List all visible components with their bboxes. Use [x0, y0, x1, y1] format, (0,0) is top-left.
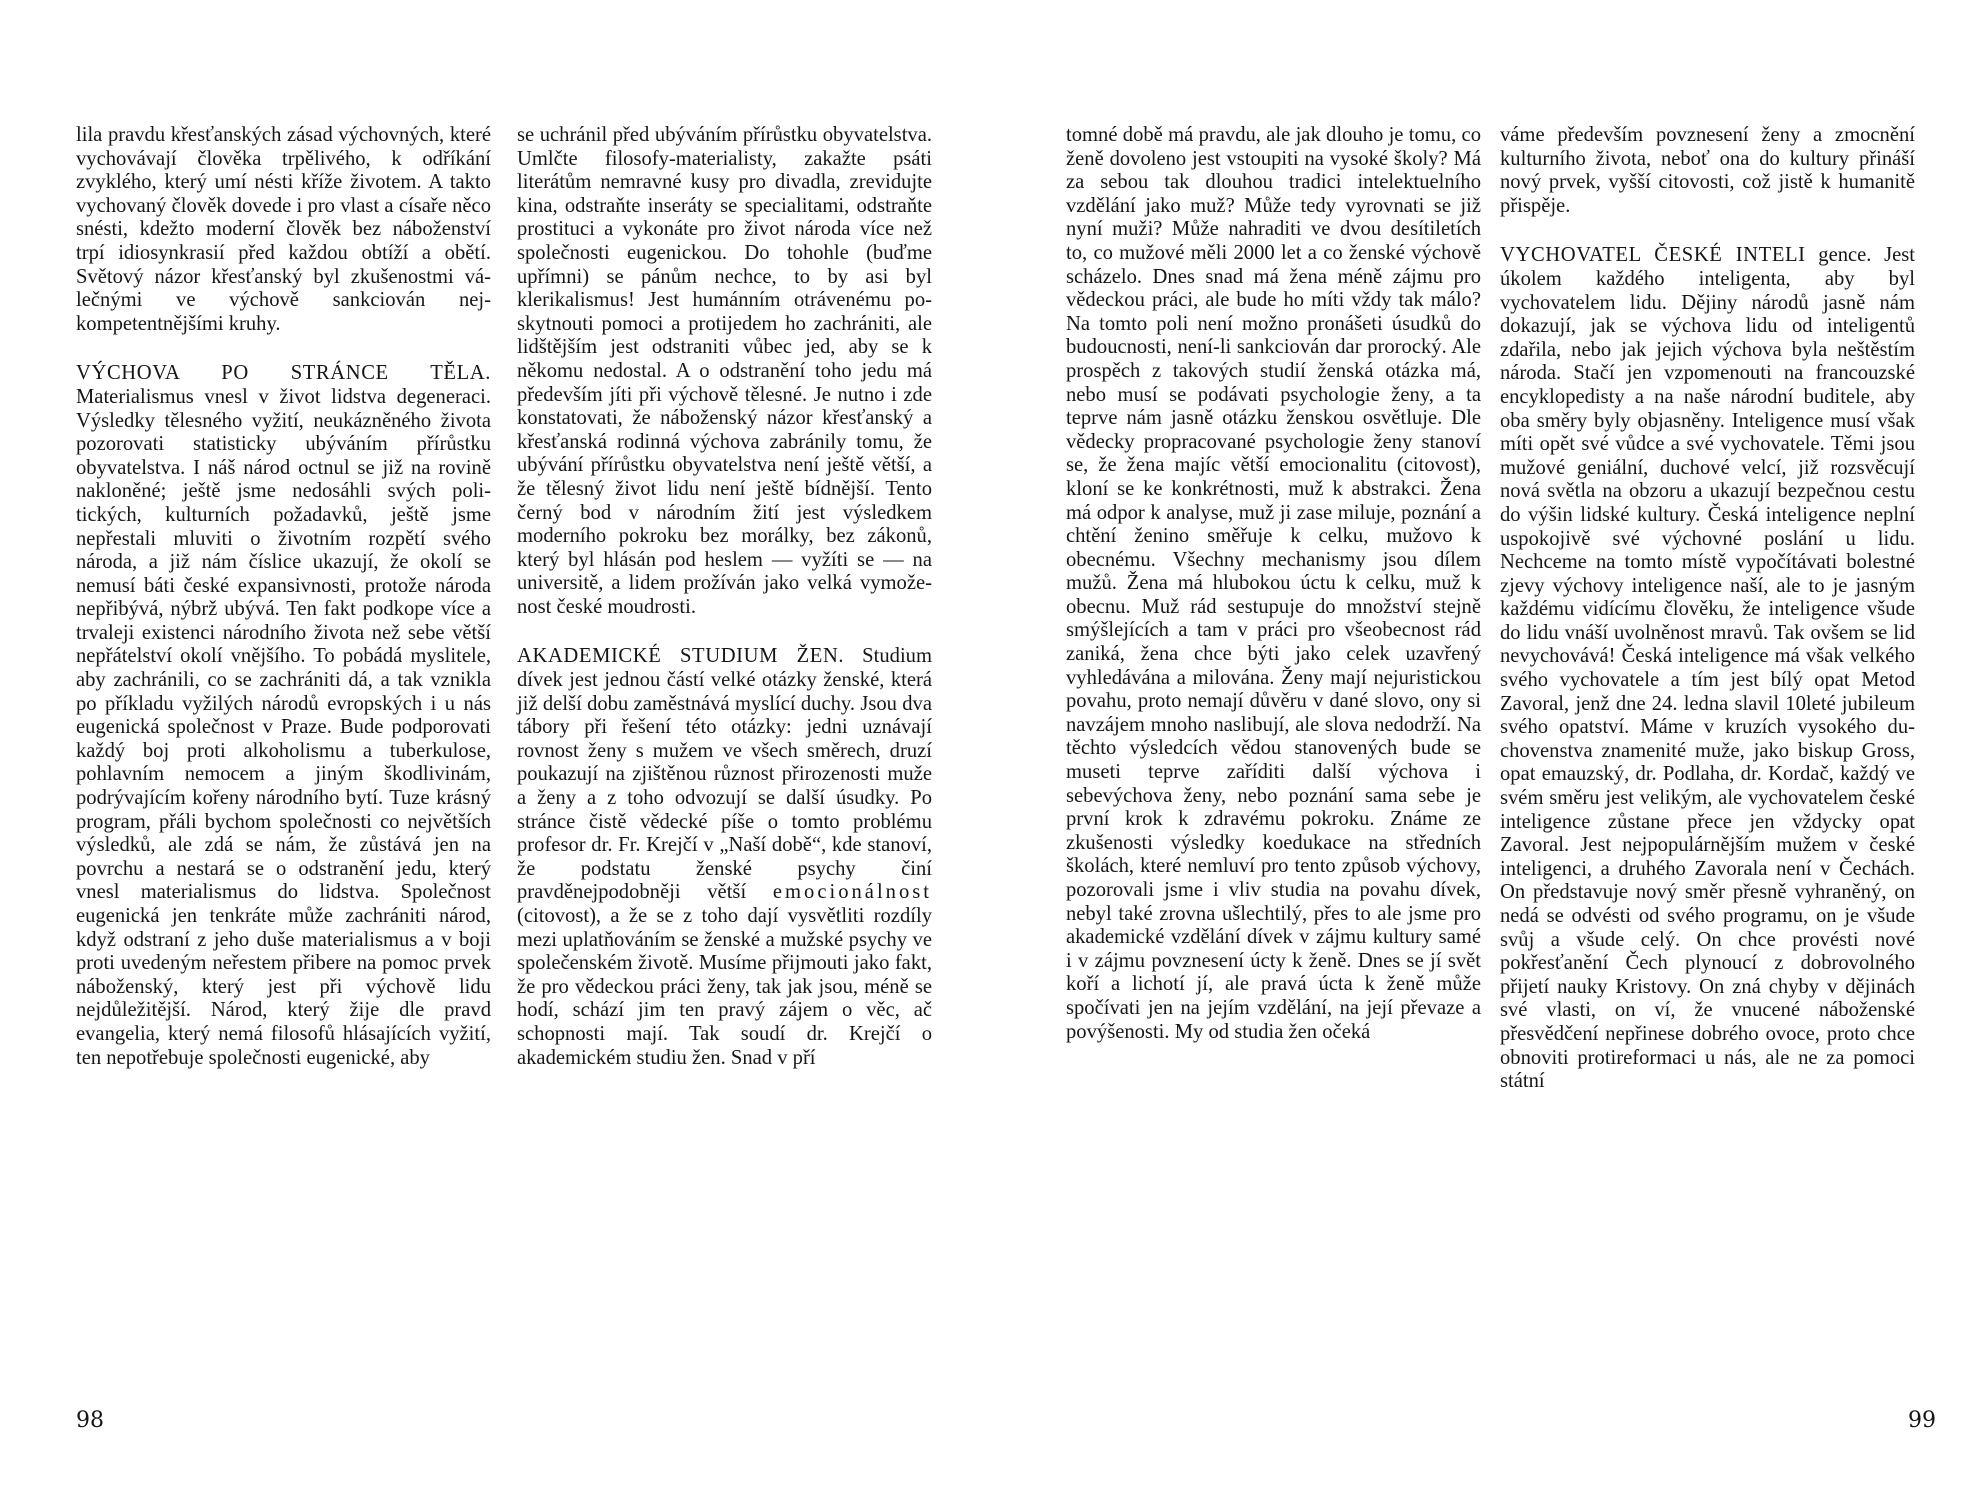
left-page-column-1 [76, 124, 491, 1070]
paragraph-text: Studium dívek jest jednou částí velké otázky ženské, která již delší dobu zaměstnává myslící duchy. Jsou dva tábory při řešení této otázky: jedni uznávají rovnost ženy s mužem ve všech směrech, druzí poukazují na zjištěnou různost přirozenosti muže a ženy a z toho odvozují se další úsudky. Po stránce čistě vědecké píše o tomto problému profesor dr. Fr. Krejčí v „Naší době“, kde stanoví, že podstatu ženské psychy činí pravděnejpodobněji větší [517, 645, 932, 904]
paragraph: tomné době má pravdu, ale jak dlouho je tomu, co ženě dovoleno jest vstoupiti na vysoké školy? Má za sebou tak dlouhou tradici intelektuelního vzdělání jako muž? Může tedy vyrovnati se již nyní muži? Může nahraditi ve dvou desítiletích to, co mužové měli 2000 let a co ženské výchově scházelo. Dnes snad má žena méně zájmu pro vědeckou práci, ale bude ho míti vždy tak málo? Na tomto poli není možno pronášeti úsudků do budoucnosti, není-li sankciován dar prorocký. Ale prospěch z takových studií ženská otázka má, nebo musí se podávati psychologie ženy, a ta teprve nám jasně otázku ženskou osvětluje. Dle vědecky propracované psychologie ženy stanoví se, že žena majíc větší emocionalitu (citovost), kloní se ke konkrétnosti, muž k abstrakci. Žena má odpor k analyse, muž ji zase miluje, poznání a chtění ženino směřuje k celku, mužovo k obecnému. Všechny mechanismy jsou dílem mužů. Žena má hlubokou úctu k celku, muž k obecnu. Muž rád sestupuje do množství stejně smýšlejících a tam v práci pro všeobecnost rád zaniká, žena chce býti jako celek uzavřený vyhledávána a milována. Ženy mají nejuristickou povahu, proto nemají důvěru v dané slovo, ony si navzájem mnoho naslibují, ale slova nedodrží. Na těchto výsledcích vědou stanovených bude se museti teprve zaříditi další výchova i sebevýchova ženy, nebo poznání sama sebe je první krok k zdravému pokroku. Známe ze zkušenosti výsledky koedukace na středních školách, které nemluví pro tento způsob výchovy, pozorovali jsme i vliv studia na povahu dívek, nebyl také zrovna ušlechtilý, přes to ale jsme pro akademické vzdělání dívek v zájmu kultury samé i v zájmu povznesení úcty k ženě. Dnes se jí svět koří a lichotí jí, ale pravá úcta k ženě může spočívati jen na jejím vzdělání, na její převaze a povýšenosti. My od studia žen očeká [1066, 124, 1481, 1043]
section-heading: VÝCHOVA PO STRÁNCE TĚLA. [76, 362, 491, 385]
page-number: 99 [1908, 1408, 1936, 1433]
page-number: 98 [76, 1408, 104, 1433]
section-paragraph-vychovatel-ceske-inteligence [1500, 244, 1915, 1093]
right-page-column-2 [1500, 124, 1915, 1094]
paragraph: lila pravdu křesťanských zásad výchovných, které vychovávají člověka trpělivého, k odříkání zvyklého, který umí nésti kříže životem. A takto vychovaný člověk dovede i pro vlast a císaře něco snésti, kdežto moderní člověk bez náboženství trpí idiosynkrasií před každou obtíží a obětí. Světový názor křesťanský byl zkušenostmi válečnými ve výchově sankciován nejkompetentnějšími kruhy. [76, 124, 491, 335]
paragraph-text: gence. Jest úkolem každého inteligenta, aby byl vychovatelem lidu. Dějiny národů jasně nám dokazují, jak se výchova lidu od inteligentů zdařila, nebo jak jejich výchova byla neštěstím národa. Stačí jen vzpomenouti na francouzské encyklopedisty a na naše národní buditele, aby oba směry byly objasněny. Inteligence musí však míti opět své vůdce a své vychovatele. Těmi jsou mužové geniální, duchové velcí, již rozsvěcují nová světla na obzoru a ukazují bezpečnou cestu do výšin lidské kultury. Česká inteligence neplní uspokojivě své výchovné poslání u lidu. Nechceme na tomto místě vypočítávati bolestné zjevy výchovy inteligence naší, ale to je jasným každému vidícímu člověku, že inteligence všude do lidu vnáší uvolněnost mravů. Tak ovšem se lid nevychovává! Česká inteligence má však velkého svého vychovatele a tím jest bílý opat Metod Zavoral, jenž dne 24. ledna slavil 10leté jubileum svého opatství. Máme v kruzích vysokého duchovenstva znamenité muže, jako biskup Gross, opat emauzský, dr. Podlaha, dr. Kordač, každý ve svém směru jest velikým, ale vychovatelem české inteligence zůstane přece jen vždycky opat Zavoral. Jest nejpopulárnějším mužem v české inteligenci, a druhého Zavorala není v Čechách. On představuje nový směr přesně vyhraněný, on nedá se odvésti od svého programu, on je všude svůj a všude celý. On chce provésti nové pokřesťanění Čech plynoucí z dobrovolného přijetí nauky Kristovy. On zná chyby v dějinách své vlasti, on ví, že vnucené náboženské přesvědčení nepřinese dobrého ovoce, proto chce obnoviti protireformaci u nás, ale ne za pomoci státní [1500, 244, 1915, 1093]
section-paragraph-akademicke-studium-zen [517, 645, 932, 1070]
paragraph: váme především povznesení ženy a zmocnění kulturního života, neboť ona do kultury přináší nový prvek, vyšší citovosti, což jistě k humanitě přispěje. [1500, 124, 1915, 217]
spaced-emphasis-word: emocionálnost [772, 881, 932, 904]
paragraph-text: Materialismus vnesl v život lidstva degeneraci. Výsledky tělesného vyžití, neukázněného života pozorovati statisticky ubýváním přírůstku obyvatelstva. I náš národ octnul se již na rovině nakloněné; ještě jsme nedosáhli svých politických, kulturních požadavků, ještě jsme nepřestali mluviti o životním rozpětí svého národa, a již nám číslice ukazují, že okolí se nemusí báti české expansivnosti, protože národa nepřibývá, nýbrž ubývá. Ten fakt podkope více a trvaleji existenci národního života než sebe větší nepřátelství okolí vnějšího. To pobádá myslitele, aby zachránili, co se zachrániti dá, a tak vznikla po příkladu vyžilých národů evropských i u nás eugenická společnost v Praze. Bude podporovati každý boj proti alkoholismu a tuberkulose, pohlavním nemocem a jiným škodlivinám, podrývajícím kořeny národního bytí. Tuze krásný program, přáli bychom společnosti co největších výsledků, ale zdá se nám, že zůstává jen na povrchu a nestará se o odstranění jedu, který vnesl materialismus do lidstva. Společnost eugenická jen tenkráte může zachrániti národ, když odstraní z jeho duše materialismus a v boji proti uvedeným neřestem přibere na pomoc prvek náboženský, který jest při výchově lidu nejdůležitější. Národ, který žije dle pravd evangelia, který nemá filosofů hlásajících vyžití, ten nepotřebuje společnosti eugenické, aby [76, 385, 491, 1069]
left-page-column-2 [517, 124, 932, 1070]
paragraph-text: (citovost), a že se z toho dají vysvětliti rozdíly mezi uplatňováním se ženské a mužské psychy ve společenském životě. Musíme přijmouti jako fakt, že pro vědeckou práci ženy, tak jak jsou, méně se hodí, schází jim ten pravý zájem o věc, ač schopnosti mají. Tak soudí dr. Krejčí o akademickém studiu žen. Snad v pří [517, 905, 932, 1069]
paragraph: se uchránil před ubýváním přírůstku obyvatelstva. Umlčte filosofy-materialisty, zakažte psáti literátům nemravné kusy pro divadla, zrevidujte kina, odstraňte inseráty se specialitami, odstraňte prostituci a vykonáte pro život národa více než společnosti eugenickou. Do tohohle (buďme upřímni) se pánům nechce, to by asi byl klerikalismus! Jest humánním otrávenému poskytnouti pomoci a protijedem ho zachrániti, ale lidštějším jest odstraniti vůbec jed, aby se k někomu nedostal. A o odstranění toho jedu má především jíti při výchově tělesné. Je nutno i zde konstatovati, že náboženský názor křesťanský a křesťanská rodinná výchova zabránily tomu, že ubývání přírůstku obyvatelstva není ještě větší, a že tělesný život lidu není ještě bídnější. Tento černý bod v národním žití jest výsledkem moderního pokroku bez morálky, bez zákonů, který byl hlásán pod heslem — vyžíti se — na universitě, a lidem prožíván jako velká vymoženost české moudrosti. [517, 124, 932, 618]
section-heading: AKADEMICKÉ STUDIUM ŽEN. [517, 645, 845, 668]
right-page-column-1 [1066, 124, 1481, 1044]
section-heading: VYCHOVATEL ČESKÉ INTELI [1500, 244, 1806, 267]
right-page [992, 0, 1984, 1500]
section-paragraph-vychova-po-strance-tela [76, 362, 491, 1070]
